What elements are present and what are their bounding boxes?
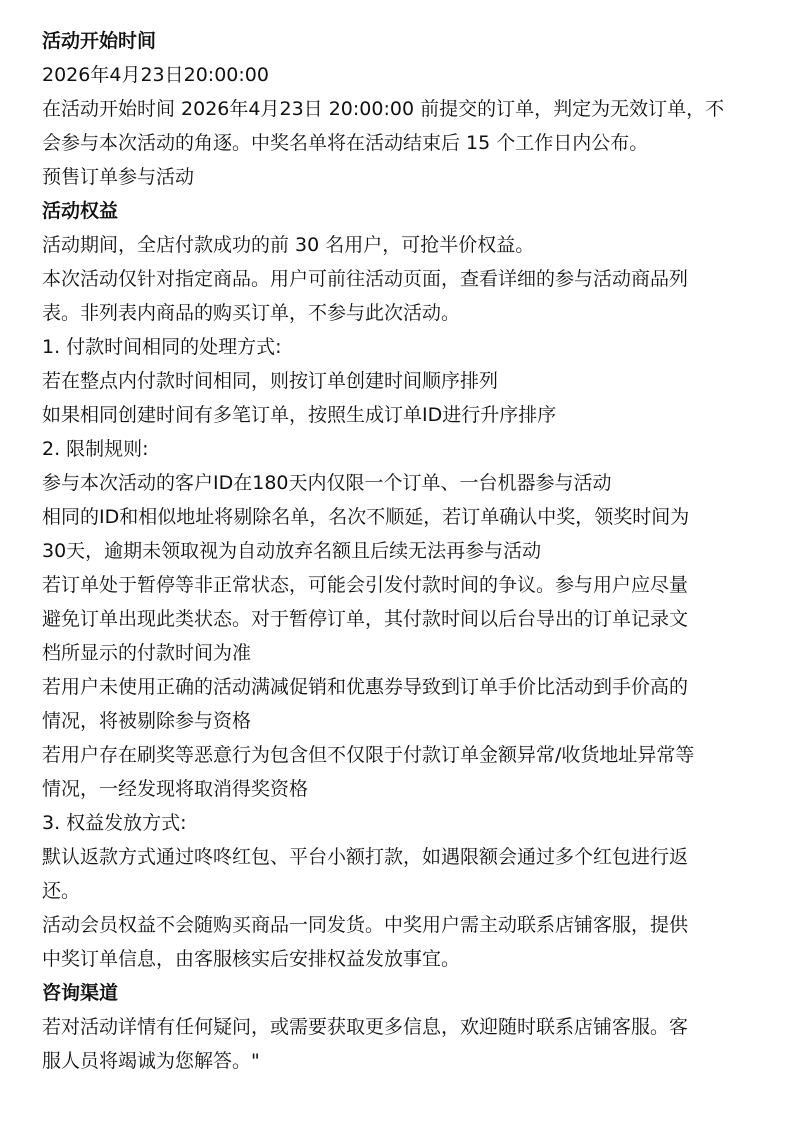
paragraph-line: 30天，逾期未领取视为自动放弃名额且后续无法再参与活动 <box>42 540 542 562</box>
paragraph-line: 表。非列表内商品的购买订单，不参与此次活动。 <box>42 302 461 324</box>
paragraph-line: 若订单处于暂停等非正常状态，可能会引发付款时间的争议。参与用户应尽量 <box>42 574 689 596</box>
rule-heading-3: 3. 权益发放方式: <box>42 812 187 834</box>
heading-contact: 咨询渠道 <box>42 982 119 1004</box>
paragraph-line: 参与本次活动的客户ID在180天内仅限一个订单、一台机器参与活动 <box>42 472 612 494</box>
paragraph-line: 会参与本次活动的角逐。中奖名单将在活动结束后 15 个工作日内公布。 <box>42 132 649 154</box>
start-time-value: 2026年4月23日20:00:00 <box>42 64 269 86</box>
paragraph-line: 活动期间，全店付款成功的前 30 名用户，可抢半价权益。 <box>42 234 535 256</box>
paragraph-line: 情况，将被剔除参与资格 <box>42 710 252 732</box>
paragraph-line: 避免订单出现此类状态。对于暂停订单，其付款时间以后台导出的订单记录文 <box>42 608 689 630</box>
paragraph-line: 档所显示的付款时间为准 <box>42 642 252 664</box>
document-body <box>42 24 754 1078</box>
paragraph-line: 若在整点内付款时间相同，则按订单创建时间顺序排列 <box>42 370 499 392</box>
paragraph-line: 在活动开始时间 2026年4月23日 20:00:00 前提交的订单，判定为无效订单，不 <box>42 98 725 120</box>
heading-benefits: 活动权益 <box>42 200 119 222</box>
paragraph-line: 活动会员权益不会随购买商品一同发货。中奖用户需主动联系店铺客服，提供 <box>42 914 689 936</box>
rule-heading-1: 1. 付款时间相同的处理方式: <box>42 336 282 358</box>
paragraph-line: 默认返款方式通过咚咚红包、平台小额打款，如遇限额会通过多个红包进行返 <box>42 846 689 868</box>
paragraph-line: 若用户未使用正确的活动满减促销和优惠券导致到订单手价比活动到手价高的 <box>42 676 689 698</box>
rule-heading-2: 2. 限制规则: <box>42 438 149 460</box>
heading-start-time: 活动开始时间 <box>42 30 157 52</box>
paragraph-line: 预售订单参与活动 <box>42 166 195 188</box>
paragraph-line: 本次活动仅针对指定商品。用户可前往活动页面，查看详细的参与活动商品列 <box>42 268 689 290</box>
paragraph-line: 相同的ID和相似地址将剔除名单，名次不顺延，若订单确认中奖，领奖时间为 <box>42 506 690 528</box>
paragraph-line: 如果相同创建时间有多笔订单，按照生成订单ID进行升序排序 <box>42 404 557 426</box>
paragraph-line: 服人员将竭诚为您解答。" <box>42 1050 260 1072</box>
paragraph-line: 还。 <box>42 880 81 902</box>
paragraph-line: 若用户存在刷奖等恶意行为包含但不仅限于付款订单金额异常/收货地址异常等 <box>42 744 695 766</box>
paragraph-line: 中奖订单信息，由客服核实后安排权益发放事宜。 <box>42 948 461 970</box>
paragraph-line: 若对活动详情有任何疑问，或需要获取更多信息，欢迎随时联系店铺客服。客 <box>42 1016 689 1038</box>
paragraph-line: 情况，一经发现将取消得奖资格 <box>42 778 309 800</box>
